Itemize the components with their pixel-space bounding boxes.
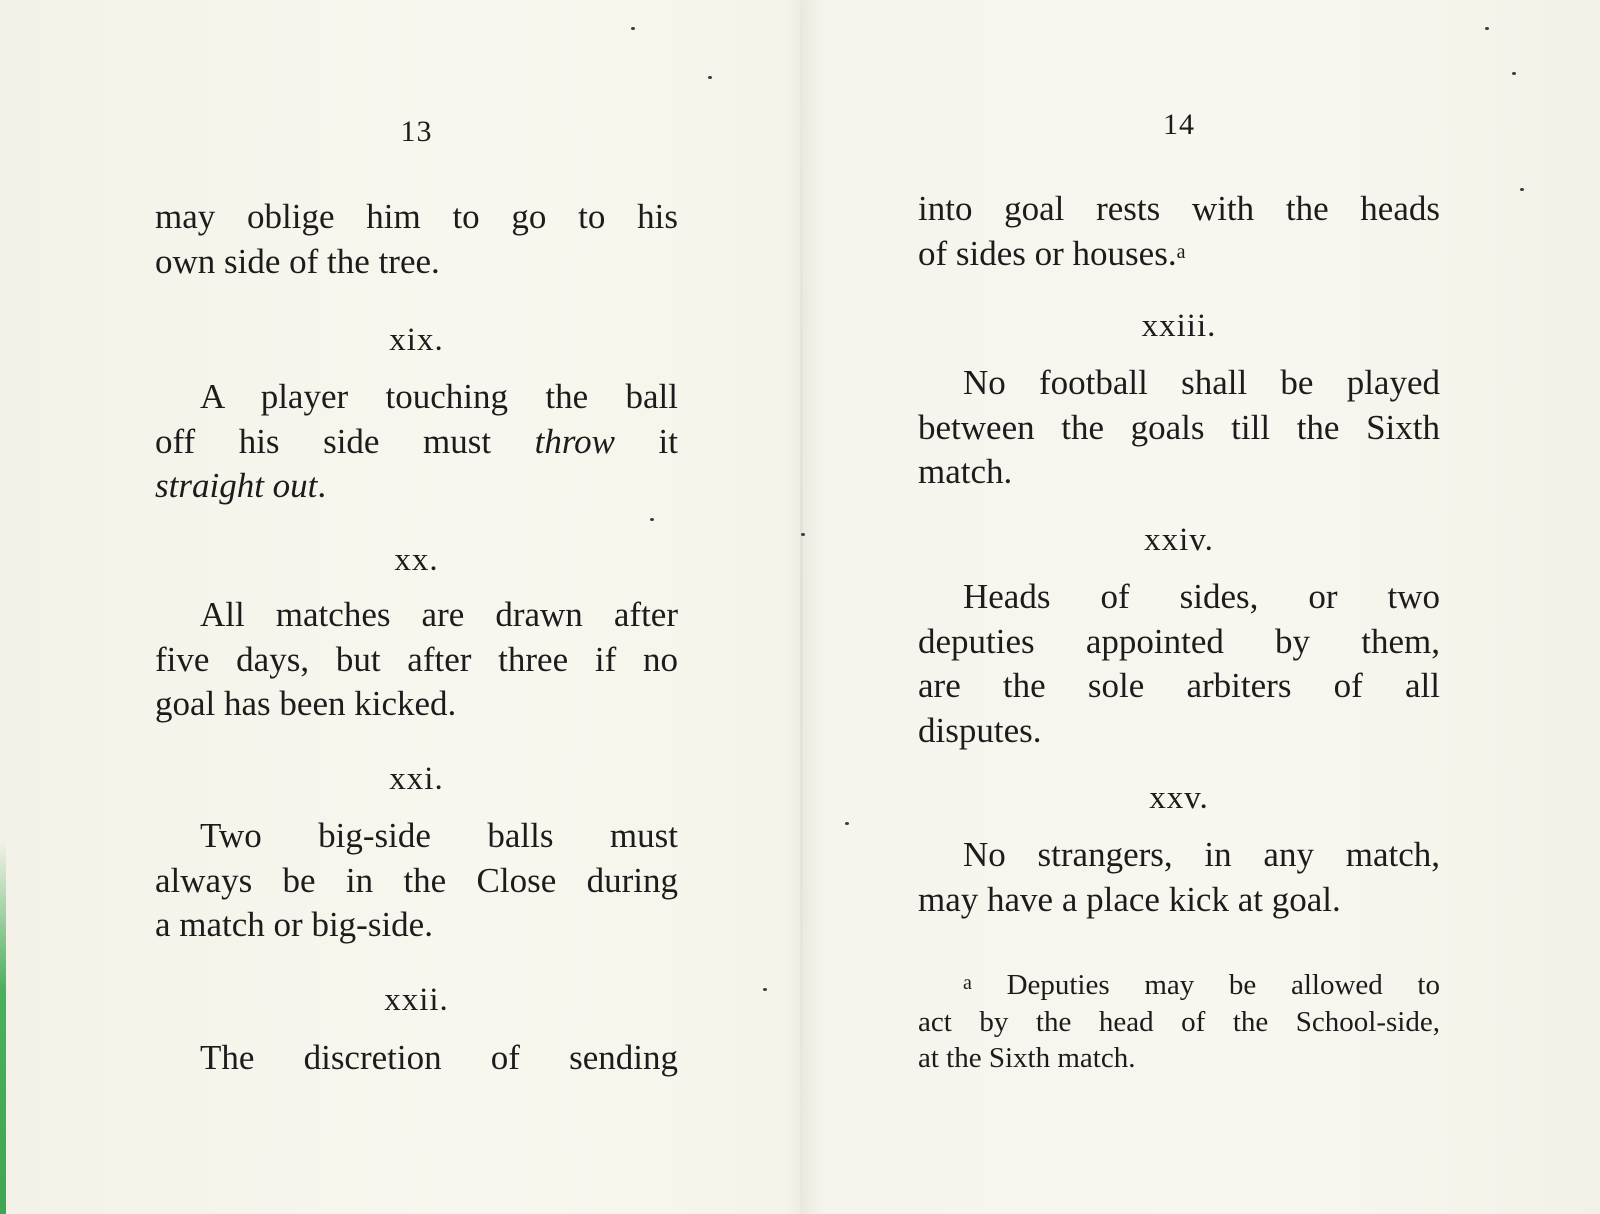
rule-text bbox=[918, 833, 1440, 922]
text-line: disputes. bbox=[918, 710, 1042, 750]
text-line: a match or big-side. bbox=[155, 905, 433, 944]
text-line: All matches are drawn after bbox=[200, 595, 678, 634]
green-cover-edge bbox=[0, 840, 6, 1214]
text-line: are the sole arbiters of all bbox=[918, 666, 1440, 705]
text-line: act by the head of the School-side, bbox=[918, 1005, 1440, 1038]
text-line: No football shall be played bbox=[963, 363, 1440, 402]
paper-speck bbox=[708, 76, 712, 79]
text-line: may have a place kick at goal. bbox=[918, 879, 1341, 919]
text-run: it bbox=[615, 421, 678, 461]
text-line: may oblige him to go to his bbox=[155, 197, 678, 236]
text-line: Heads of sides, or two bbox=[963, 577, 1440, 616]
text-line bbox=[155, 420, 678, 465]
continued-paragraph bbox=[155, 195, 678, 284]
text-line bbox=[918, 967, 1440, 1004]
book-gutter bbox=[800, 0, 803, 1214]
paper-speck bbox=[845, 822, 849, 825]
rule-text bbox=[155, 814, 678, 948]
continued-paragraph bbox=[918, 187, 1440, 276]
text-line: goal has been kicked. bbox=[155, 684, 457, 723]
text-line: between the goals till the Sixth bbox=[918, 407, 1440, 447]
paper-speck bbox=[650, 518, 654, 521]
text-line: Two big-side balls must bbox=[200, 816, 678, 855]
text-run: . bbox=[317, 466, 327, 505]
text-line bbox=[155, 464, 678, 509]
rule-numeral: xxi. bbox=[389, 761, 444, 797]
rule-numeral: xx. bbox=[394, 542, 439, 578]
rule-text bbox=[155, 593, 678, 727]
text-line: at the Sixth match. bbox=[918, 1042, 1136, 1074]
rule-numeral: xxv. bbox=[1149, 780, 1209, 816]
paper-speck bbox=[1512, 72, 1516, 75]
text-line: match. bbox=[918, 452, 1013, 491]
footnote-marker: a bbox=[1176, 240, 1186, 263]
italic-text: throw bbox=[534, 421, 615, 461]
rule-text bbox=[155, 1036, 678, 1081]
paper-speck bbox=[1520, 188, 1524, 191]
italic-text: straight out bbox=[155, 466, 318, 505]
text-line: into goal rests with the heads bbox=[918, 189, 1440, 228]
text-line: The discretion of sending bbox=[200, 1038, 678, 1077]
paper-speck bbox=[801, 533, 805, 536]
rule-text bbox=[918, 361, 1440, 495]
text-line bbox=[918, 232, 1440, 277]
rule-text bbox=[918, 575, 1440, 753]
rule-numeral: xxii. bbox=[384, 982, 449, 1018]
text-line: five days, but after three if no bbox=[155, 639, 678, 679]
rule-numeral: xxiv. bbox=[1144, 522, 1214, 558]
footnote bbox=[918, 967, 1440, 1077]
text-run: of sides or houses. bbox=[918, 233, 1177, 273]
paper-speck bbox=[1485, 27, 1489, 30]
footnote-marker: a bbox=[963, 972, 972, 994]
paper-speck bbox=[631, 27, 635, 30]
text-line: own side of the tree. bbox=[155, 241, 440, 281]
text-run: off his side must bbox=[155, 421, 535, 461]
rule-numeral: xix. bbox=[389, 322, 444, 358]
paper-speck bbox=[763, 988, 767, 991]
text-run: Deputies may be allowed to bbox=[1006, 969, 1440, 1001]
text-line: deputies appointed by them, bbox=[918, 621, 1440, 661]
rule-numeral: xxiii. bbox=[1141, 308, 1217, 344]
page-number: 13 bbox=[400, 115, 433, 148]
rule-text bbox=[155, 375, 678, 509]
text-line: A player touching the ball bbox=[200, 377, 678, 416]
text-line: always be in the Close during bbox=[155, 860, 678, 900]
text-line: No strangers, in any match, bbox=[963, 835, 1440, 874]
page-number: 14 bbox=[1163, 108, 1195, 141]
